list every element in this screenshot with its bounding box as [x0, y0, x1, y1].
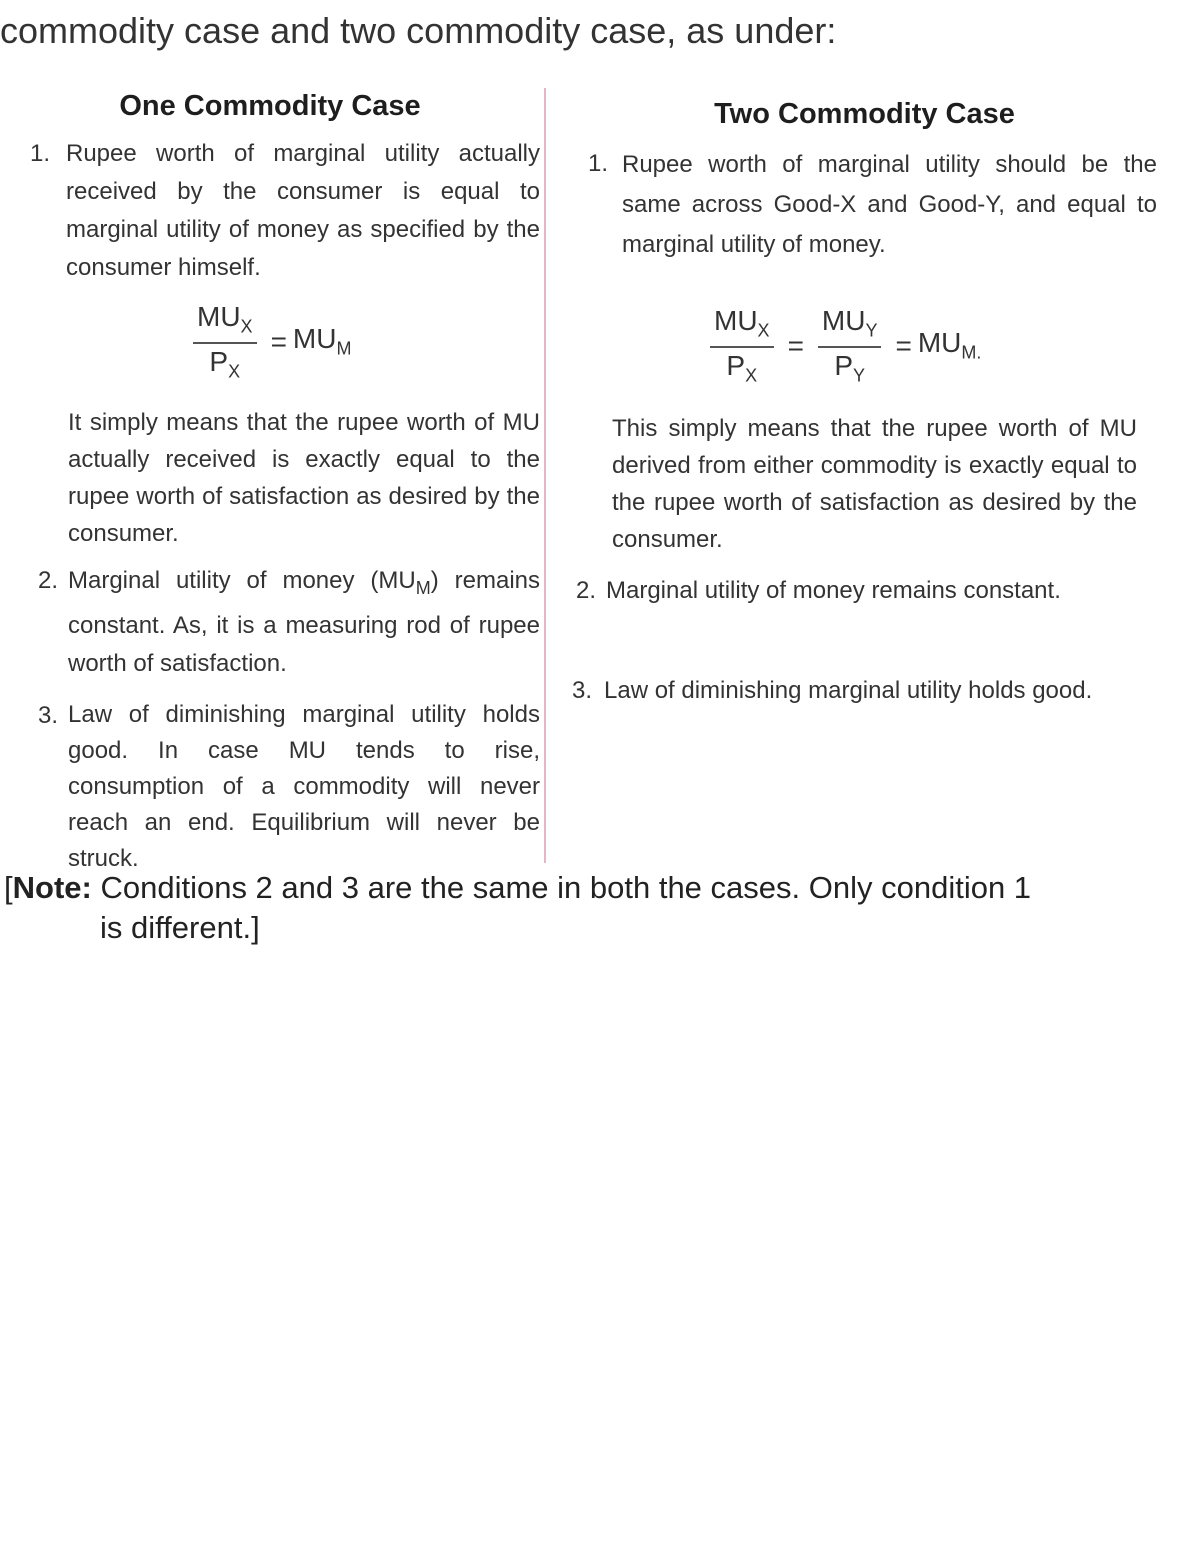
condition-number: 2. [576, 577, 597, 605]
mum-term: $MU_{M.}$ [917, 327, 982, 363]
mux-over-px-fraction: $\frac{MU_X}{P_X}$ [193, 301, 257, 382]
equals-sign: = [895, 329, 912, 361]
one-commodity-condition-1 [30, 135, 540, 287]
note-block [4, 868, 1154, 948]
one-commodity-condition-3 [30, 697, 540, 877]
one-commodity-title: One Commodity Case [119, 90, 421, 122]
intro-text: commodity case and two commodity case, as under: [0, 10, 837, 51]
one-commodity-equilibrium-formula [185, 301, 540, 382]
two-commodity-condition-1 [572, 145, 1157, 265]
condition-text: Marginal utility of money $(MU_M)$ remains constant. As, it is a measuring rod of rupee worth of satisfaction. [68, 567, 540, 677]
condition-text: Marginal utility of money remains constant. [606, 577, 1061, 605]
note-label: Note: [12, 870, 92, 905]
condition-text: Law of diminishing marginal utility holds good. [604, 677, 1093, 705]
condition-number: 2. [38, 567, 59, 595]
two-commodity-explanation: This simply means that the rupee worth of MU derived from either commodity is exactly equal to the rupee worth of satisfaction as desired by the consumer. [612, 415, 1137, 554]
muy-over-py-fraction: $\frac{MU_Y}{P_Y}$ [818, 305, 882, 386]
mux-over-px-fraction: $\frac{MU_X}{P_X}$ [710, 305, 774, 386]
note-line-1: [Note: Conditions 2 and 3 are the same in both the cases. Only condition 1 [4, 870, 1032, 905]
condition-text: Law of diminishing marginal utility holds good. In case MU tends to rise, consumption of a commodity will never reach an end. Equilibrium will never be struck. [68, 700, 540, 872]
condition-number: 3. [572, 677, 593, 705]
condition-number: 1. [588, 150, 609, 177]
condition-number: 3. [38, 701, 59, 729]
one-commodity-explanation: It simply means that the rupee worth of MU actually received is exactly equal to the rupee worth of satisfaction as desired by the consumer. [68, 409, 540, 548]
one-commodity-column [30, 90, 540, 877]
two-commodity-title: Two Commodity Case [714, 98, 1015, 130]
two-commodity-column [572, 90, 1157, 710]
equals-sign: = [787, 329, 804, 361]
column-divider [544, 88, 546, 863]
condition-number: 1. [30, 140, 51, 167]
one-commodity-condition-2 [30, 562, 540, 683]
two-commodity-equilibrium-formula [702, 305, 1157, 386]
two-commodity-condition-2 [572, 572, 1157, 610]
condition-text: Rupee worth of marginal utility actually received by the consumer is equal to marginal utility of money as specified by the consumer himself. [66, 140, 540, 281]
note-line-2: is different.] [100, 910, 260, 945]
condition-text: Rupee worth of marginal utility should be the same across Good-X and Good-Y, and equal to marginal utility of money. [622, 151, 1157, 258]
two-commodity-condition-3 [572, 672, 1157, 710]
equals-sign: = [270, 325, 287, 357]
mum-term: $MU_M$ [292, 323, 352, 359]
